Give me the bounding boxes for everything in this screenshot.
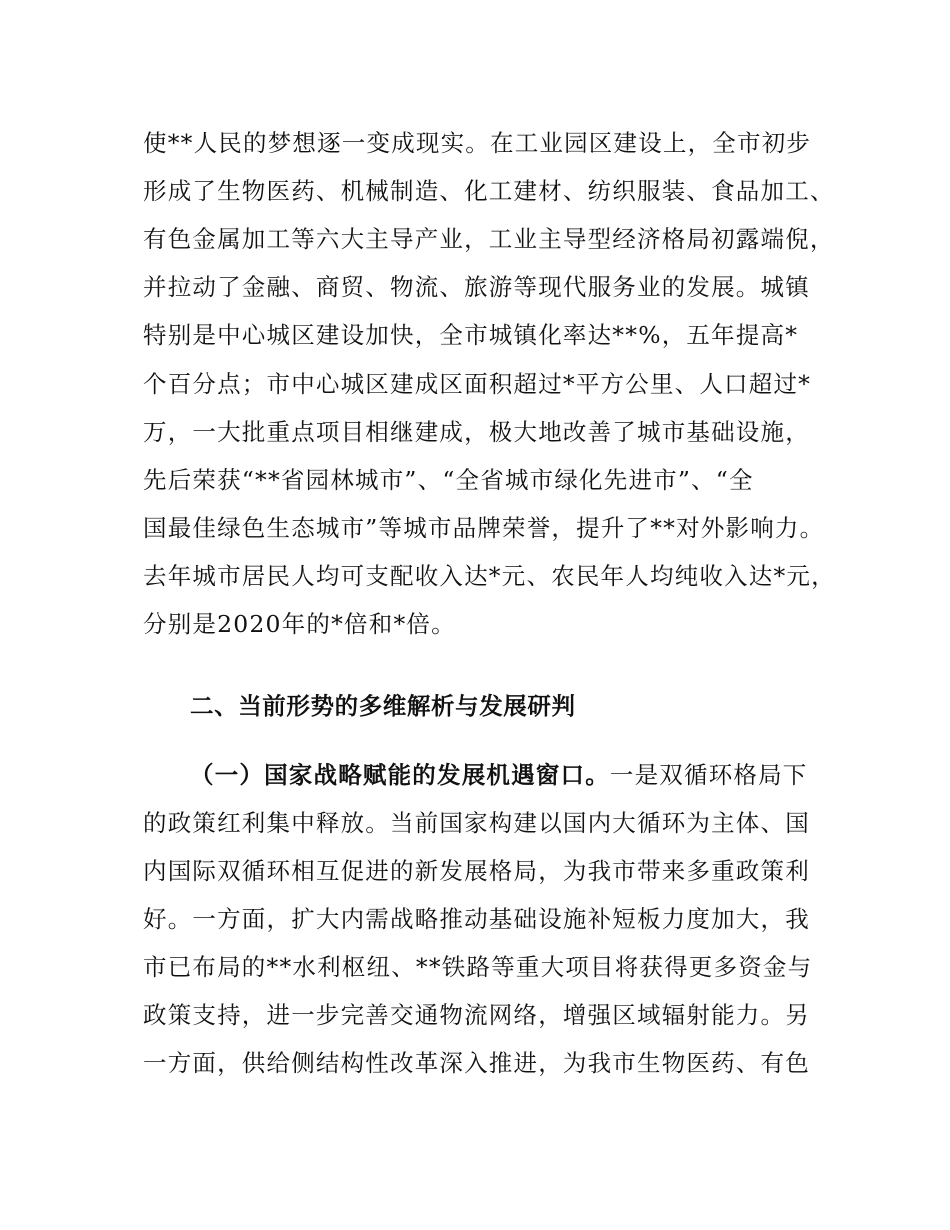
subsection-title: （一）国家战略赋能的发展机遇窗口。 [190, 761, 610, 789]
subsection-text: 一是双循环格局下 [609, 761, 808, 789]
paragraph-line: 一方面，供给侧结构性改革深入推进，为我市生物医药、有色 [143, 1049, 810, 1077]
paragraph-line: 国最佳绿色生态城市”等城市品牌荣誉，提升了**对外影响力。 [143, 514, 825, 542]
paragraph-line: 内国际双循环相互促进的新发展格局，为我市带来多重政策利 [143, 857, 810, 885]
paragraph-line: 去年城市居民人均可支配收入达*元、农民年人均纯收入达*元， [143, 562, 836, 590]
paragraph-line: 的政策红利集中释放。当前国家构建以国内大循环为主体、国 [143, 809, 810, 837]
paragraph-line: 市已布局的**水利枢纽、**铁路等重大项目将获得更多资金与 [143, 953, 813, 981]
paragraph-line: 形成了生物医药、机械制造、化工建材、纺织服装、食品加工、 [143, 177, 835, 205]
paragraph-line: 个百分点；市中心城区建成区面积超过*平方公里、人口超过* [143, 370, 812, 398]
paragraph-line: 万，一大批重点项目相继建成，极大地改善了城市基础设施， [143, 418, 810, 446]
paragraph-line: 特别是中心城区建设加快，全市城镇化率达**%，五年提高* [143, 321, 799, 349]
section-heading: 二、当前形势的多维解析与发展研判 [190, 692, 576, 720]
paragraph-line: 好。一方面，扩大内需战略推动基础设施补短板力度加大，我 [143, 905, 810, 933]
paragraph-line: 政策支持，进一步完善交通物流网络，增强区域辐射能力。另 [143, 1001, 810, 1029]
paragraph-line: 先后荣获“**省园林城市”、“全省城市绿化先进市”、“全 [143, 466, 754, 494]
paragraph-line: 并拉动了金融、商贸、物流、旅游等现代服务业的发展。城镇 [143, 273, 810, 301]
paragraph-line: 分别是2020年的*倍和*倍。 [143, 610, 456, 638]
subsection-line [190, 760, 808, 790]
paragraph-line: 使**人民的梦想逐一变成现实。在工业园区建设上，全市初步 [143, 129, 812, 157]
paragraph-line: 有色金属加工等六大主导产业，工业主导型经济格局初露端倪， [143, 225, 835, 253]
